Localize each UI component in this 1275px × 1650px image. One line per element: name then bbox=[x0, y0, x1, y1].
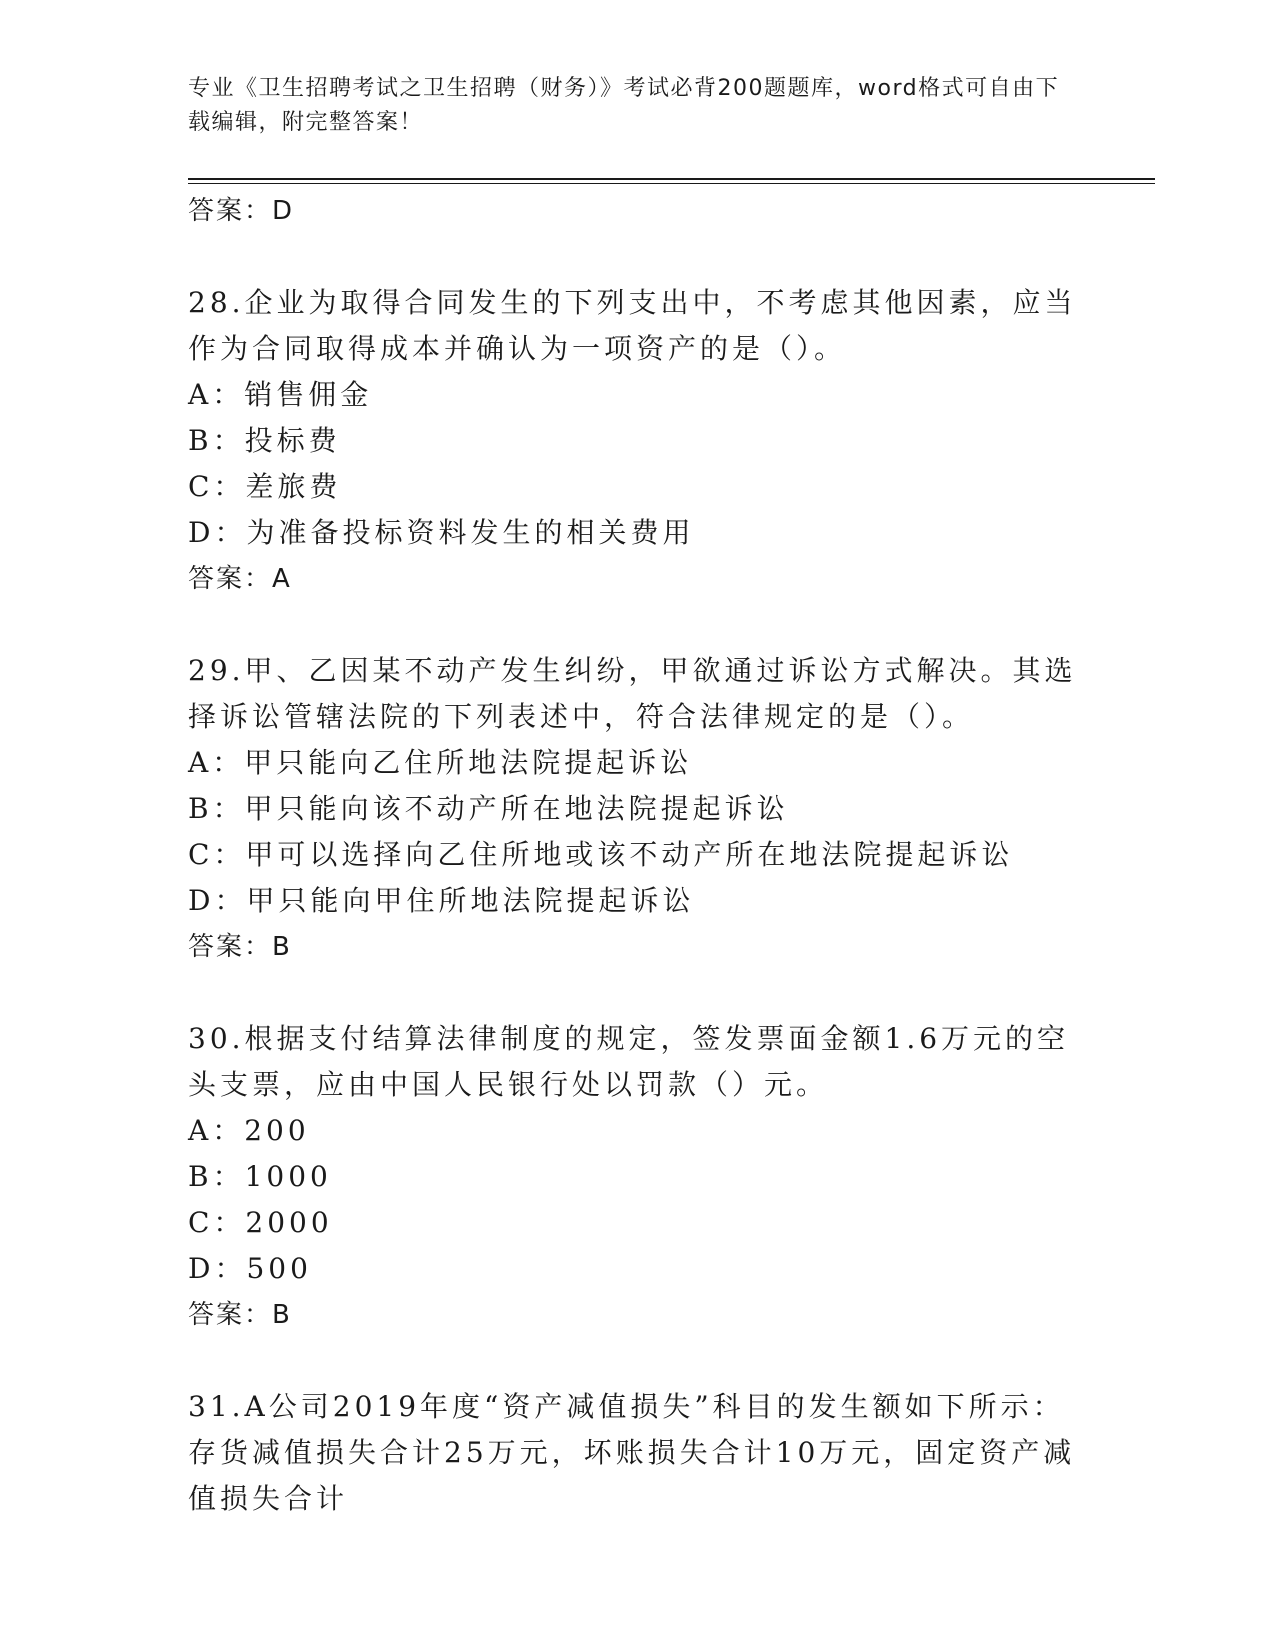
option-a: A：甲只能向乙住所地法院提起诉讼 bbox=[188, 746, 693, 779]
question-block bbox=[188, 280, 1088, 602]
question-title: 30.根据支付结算法律制度的规定，签发票面金额1.6万元的空头支票，应由中国人民银行处以罚款（）元。 bbox=[188, 1022, 1070, 1101]
answer-line: 答案：B bbox=[188, 932, 292, 962]
question-list bbox=[188, 188, 1088, 1522]
answer-line: 答案：D bbox=[188, 196, 295, 226]
option-a: A：200 bbox=[188, 1114, 310, 1147]
option-b: B：1000 bbox=[188, 1160, 332, 1193]
header-divider bbox=[188, 178, 1155, 180]
option-b: B：投标费 bbox=[188, 424, 341, 457]
question-block bbox=[188, 1384, 1088, 1522]
question-block bbox=[188, 648, 1088, 970]
header-divider-thin bbox=[188, 183, 1155, 184]
question-title: 29.甲、乙因某不动产发生纠纷，甲欲通过诉讼方式解决。其选择诉讼管辖法院的下列表述中，符合法律规定的是（）。 bbox=[188, 654, 1077, 733]
option-d: D：甲只能向甲住所地法院提起诉讼 bbox=[188, 884, 695, 917]
question-title: 28.企业为取得合同发生的下列支出中，不考虑其他因素，应当作为合同取得成本并确认为一项资产的是（）。 bbox=[188, 286, 1077, 365]
option-b: B：甲只能向该不动产所在地法院提起诉讼 bbox=[188, 792, 789, 825]
option-d: D：为准备投标资料发生的相关费用 bbox=[188, 516, 695, 549]
option-a: A：销售佣金 bbox=[188, 378, 373, 411]
document-header: 专业《卫生招聘考试之卫生招聘（财务）》考试必背200题题库，word格式可自由下载编辑，附完整答案！ bbox=[188, 76, 1060, 135]
answer-line: 答案：B bbox=[188, 1300, 292, 1330]
question-block bbox=[188, 1016, 1088, 1338]
answer-line: 答案：A bbox=[188, 564, 292, 594]
option-c: C：甲可以选择向乙住所地或该不动产所在地法院提起诉讼 bbox=[188, 838, 1014, 871]
option-c: C：差旅费 bbox=[188, 470, 342, 503]
option-d: D：500 bbox=[188, 1252, 312, 1285]
option-c: C：2000 bbox=[188, 1206, 333, 1239]
question-title: 31.A公司2019年度“资产减值损失”科目的发生额如下所示：存货减值损失合计25万元，坏账损失合计10万元，固定资产减值损失合计 bbox=[188, 1390, 1076, 1515]
